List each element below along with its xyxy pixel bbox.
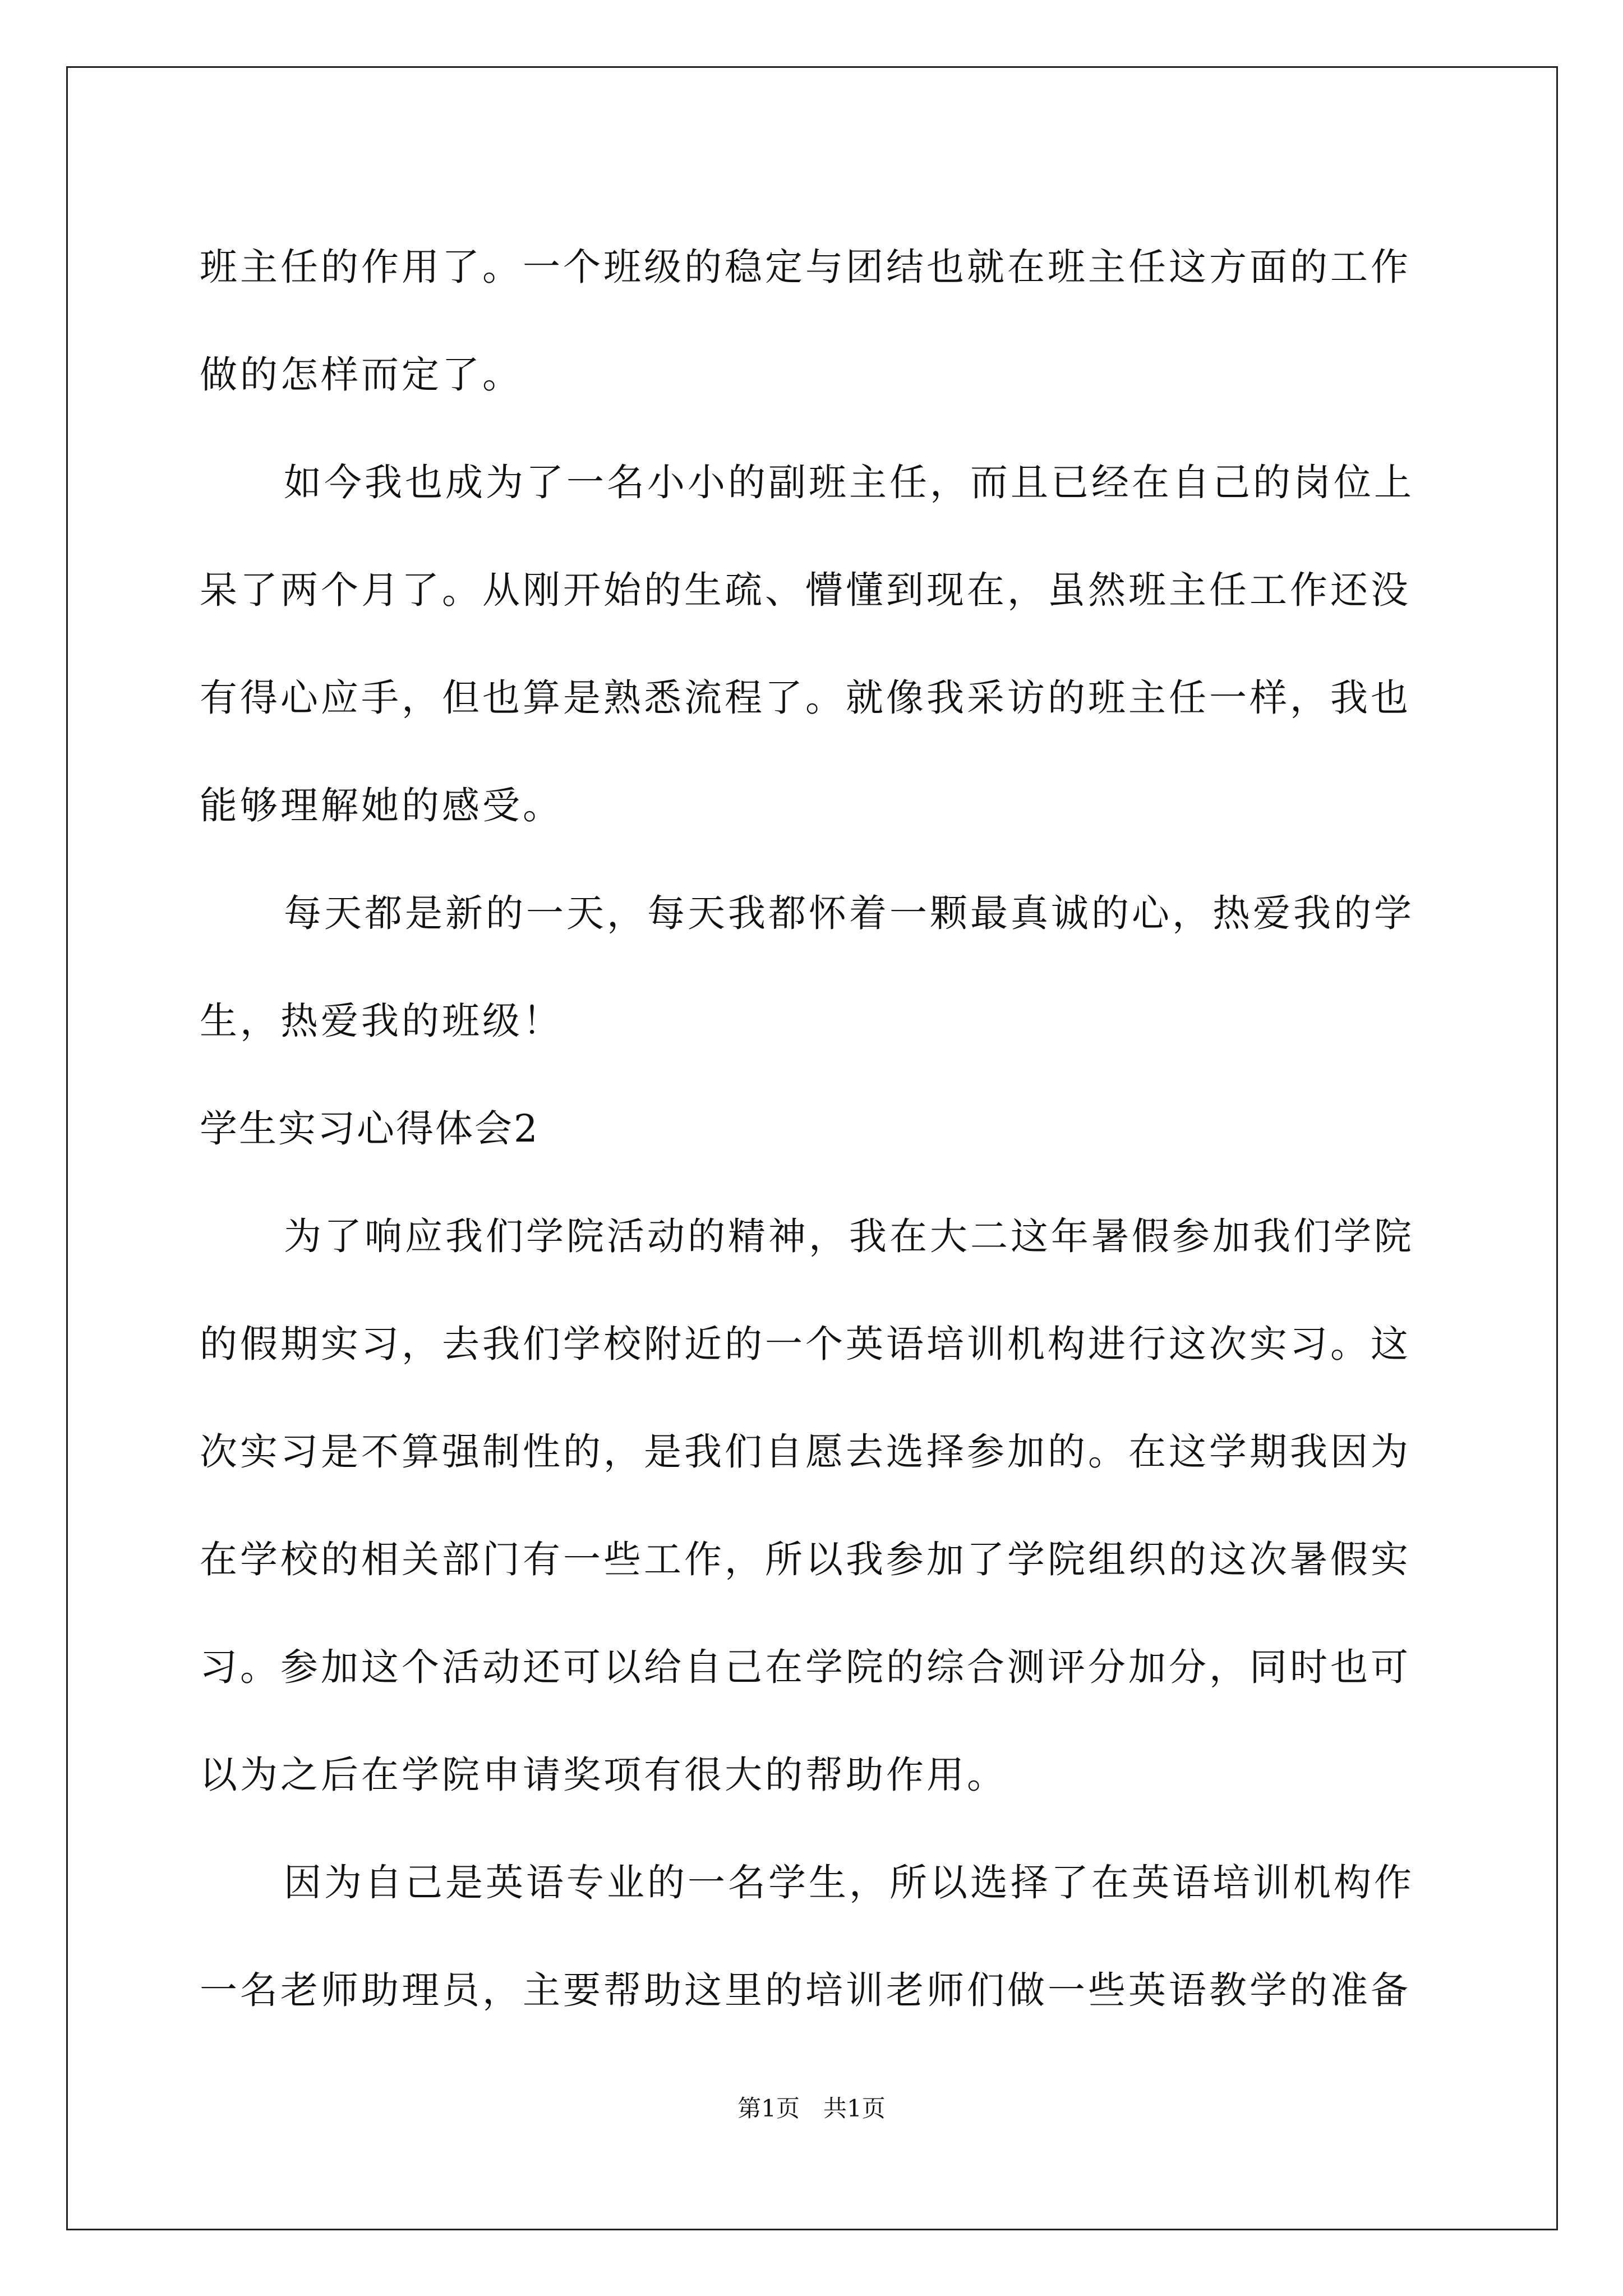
- text-line: 习。参加这个活动还可以给自己在学院的综合测评分加分，同时也可: [200, 1645, 1411, 1689]
- text-line: 生，热爱我的班级！: [200, 999, 563, 1043]
- text-line: 次实习是不算强制性的，是我们自愿去选择参加的。在这学期我因为: [200, 1430, 1411, 1474]
- paragraph-start-line: 因为自己是英语专业的一名学生，所以选择了在英语培训机构作: [284, 1861, 1414, 1904]
- text-line: 一名老师助理员，主要帮助这里的培训老师们做一些英语教学的准备: [200, 1968, 1411, 2012]
- text-line: 的假期实习，去我们学校附近的一个英语培训机构进行这次实习。这: [200, 1322, 1411, 1366]
- section-heading: 学生实习心得体会2: [200, 1107, 540, 1151]
- paragraph-start-line: 如今我也成为了一名小小的副班主任，而且已经在自己的岗位上: [284, 461, 1414, 504]
- text-line: 班主任的作用了。一个班级的稳定与团结也就在班主任这方面的工作: [200, 245, 1411, 289]
- text-line: 做的怎样而定了。: [200, 353, 523, 397]
- paragraph-start-line: 每天都是新的一天，每天我都怀着一颗最真诚的心，热爱我的学: [284, 891, 1414, 935]
- page-number-footer: 第1页 共1页: [737, 2095, 886, 2122]
- text-line: 有得心应手，但也算是熟悉流程了。就像我采访的班主任一样，我也: [200, 676, 1411, 720]
- paragraph-start-line: 为了响应我们学院活动的精神，我在大二这年暑假参加我们学院: [284, 1214, 1414, 1258]
- document-body: [200, 213, 1433, 2044]
- text-line: 在学校的相关部门有一些工作，所以我参加了学院组织的这次暑假实: [200, 1538, 1411, 1581]
- text-line: 呆了两个月了。从刚开始的生疏、懵懂到现在，虽然班主任工作还没: [200, 568, 1411, 612]
- text-line: 以为之后在学院申请奖项有很大的帮助作用。: [200, 1753, 1007, 1797]
- text-line: 能够理解她的感受。: [200, 784, 563, 827]
